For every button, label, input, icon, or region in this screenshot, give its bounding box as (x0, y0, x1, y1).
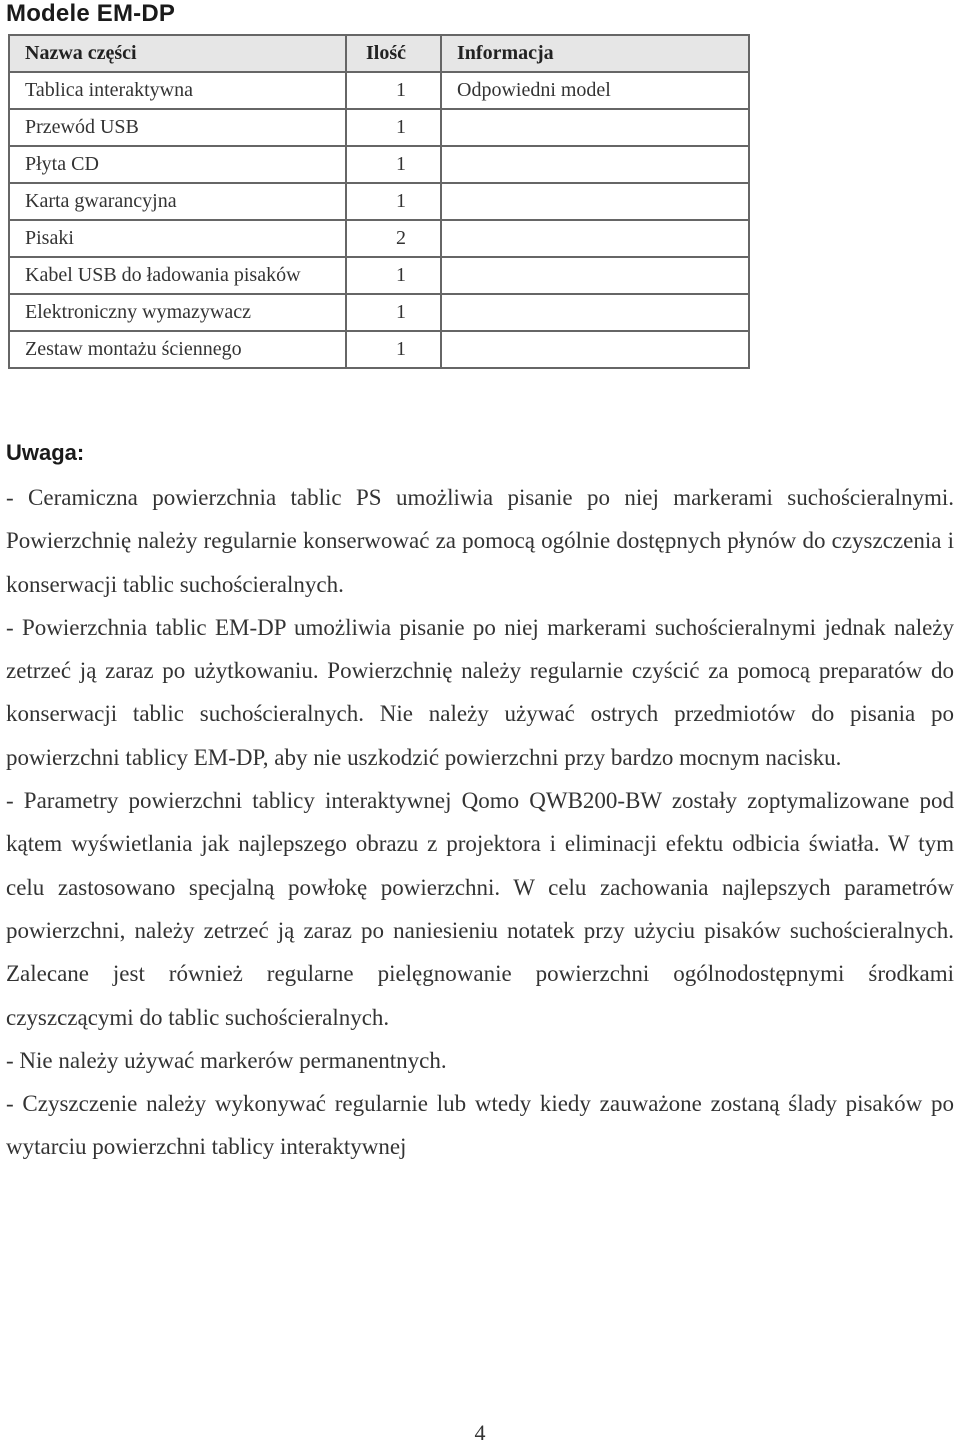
part-name-cell: Pisaki (9, 220, 346, 257)
quantity-cell: 1 (346, 72, 441, 109)
note-paragraph: - Ceramiczna powierzchnia tablic PS umożliwia pisanie po niej markerami suchościeralnymi. Powierzchnię należy regularnie konserwować za pomocą ogólnie dostępnych płynów do czyszczenia i konserwacji tablic suchościeralnych. (6, 485, 954, 597)
quantity-cell: 1 (346, 109, 441, 146)
part-name-cell: Karta gwarancyjna (9, 183, 346, 220)
information-cell (441, 257, 749, 294)
part-name-cell: Elektroniczny wymazywacz (9, 294, 346, 331)
page-title: Modele EM-DP (6, 0, 176, 27)
information-cell (441, 109, 749, 146)
note-paragraph: - Czyszczenie należy wykonywać regularnie lub wtedy kiedy zauważone zostaną ślady pisaków po wytarciu powierzchni tablicy interaktywnej (6, 1091, 954, 1160)
information-cell (441, 146, 749, 183)
header-quantity: Ilość (346, 35, 441, 72)
information-cell (441, 183, 749, 220)
quantity-cell: 1 (346, 331, 441, 368)
information-cell (441, 331, 749, 368)
table-row (9, 294, 749, 331)
part-name-cell: Tablica interaktywna (9, 72, 346, 109)
header-information: Informacja (441, 35, 749, 72)
quantity-cell: 1 (346, 183, 441, 220)
note-paragraph: - Nie należy używać markerów permanentnych. (6, 1047, 447, 1073)
quantity-cell: 2 (346, 220, 441, 257)
table-row (9, 146, 749, 183)
page-number: 4 (474, 1420, 486, 1445)
information-cell (441, 220, 749, 257)
note-paragraph: - Parametry powierzchni tablicy interaktywnej Qomo QWB200-BW zostały zoptymalizowane pod kątem wyświetlania jak najlepszego obrazu z projektora i eliminacji efektu odbicia światła. W tym celu zastosowano specjalną powłokę powierzchni. W celu zachowania najlepszych parametrów powierzchni, należy zetrzeć ją zaraz po naniesieniu notatek przy użyciu pisaków suchościeralnych. Zalecane jest również regularne pielęgnowanie powierzchni ogólnodostępnymi środkami czyszczącymi do tablic suchościeralnych. (6, 788, 954, 1030)
parts-table (8, 34, 750, 369)
notes-section (6, 476, 954, 1169)
part-name-cell: Zestaw montażu ściennego (9, 331, 346, 368)
table-row (9, 220, 749, 257)
quantity-cell: 1 (346, 294, 441, 331)
part-name-cell: Przewód USB (9, 109, 346, 146)
information-cell (441, 294, 749, 331)
quantity-cell: 1 (346, 146, 441, 183)
table-row (9, 331, 749, 368)
table-row (9, 72, 749, 109)
part-name-cell: Płyta CD (9, 146, 346, 183)
table-row (9, 183, 749, 220)
table-header-row (9, 35, 749, 72)
part-name-cell: Kabel USB do ładowania pisaków (9, 257, 346, 294)
note-heading: Uwaga: (6, 440, 85, 465)
table-row (9, 109, 749, 146)
header-part-name: Nazwa części (9, 35, 346, 72)
note-paragraph: - Powierzchnia tablic EM-DP umożliwia pisanie po niej markerami suchościeralnymi jednak należy zetrzeć ją zaraz po użytkowaniu. Powierzchnię należy regularnie czyścić za pomocą preparatów do konserwacji tablic suchościeralnych. Nie należy używać ostrych przedmiotów do pisania po powierzchni tablicy EM-DP, aby nie uszkodzić powierzchni przy bardzo mocnym nacisku. (6, 614, 954, 770)
quantity-cell: 1 (346, 257, 441, 294)
information-cell: Odpowiedni model (441, 72, 749, 109)
table-row (9, 257, 749, 294)
